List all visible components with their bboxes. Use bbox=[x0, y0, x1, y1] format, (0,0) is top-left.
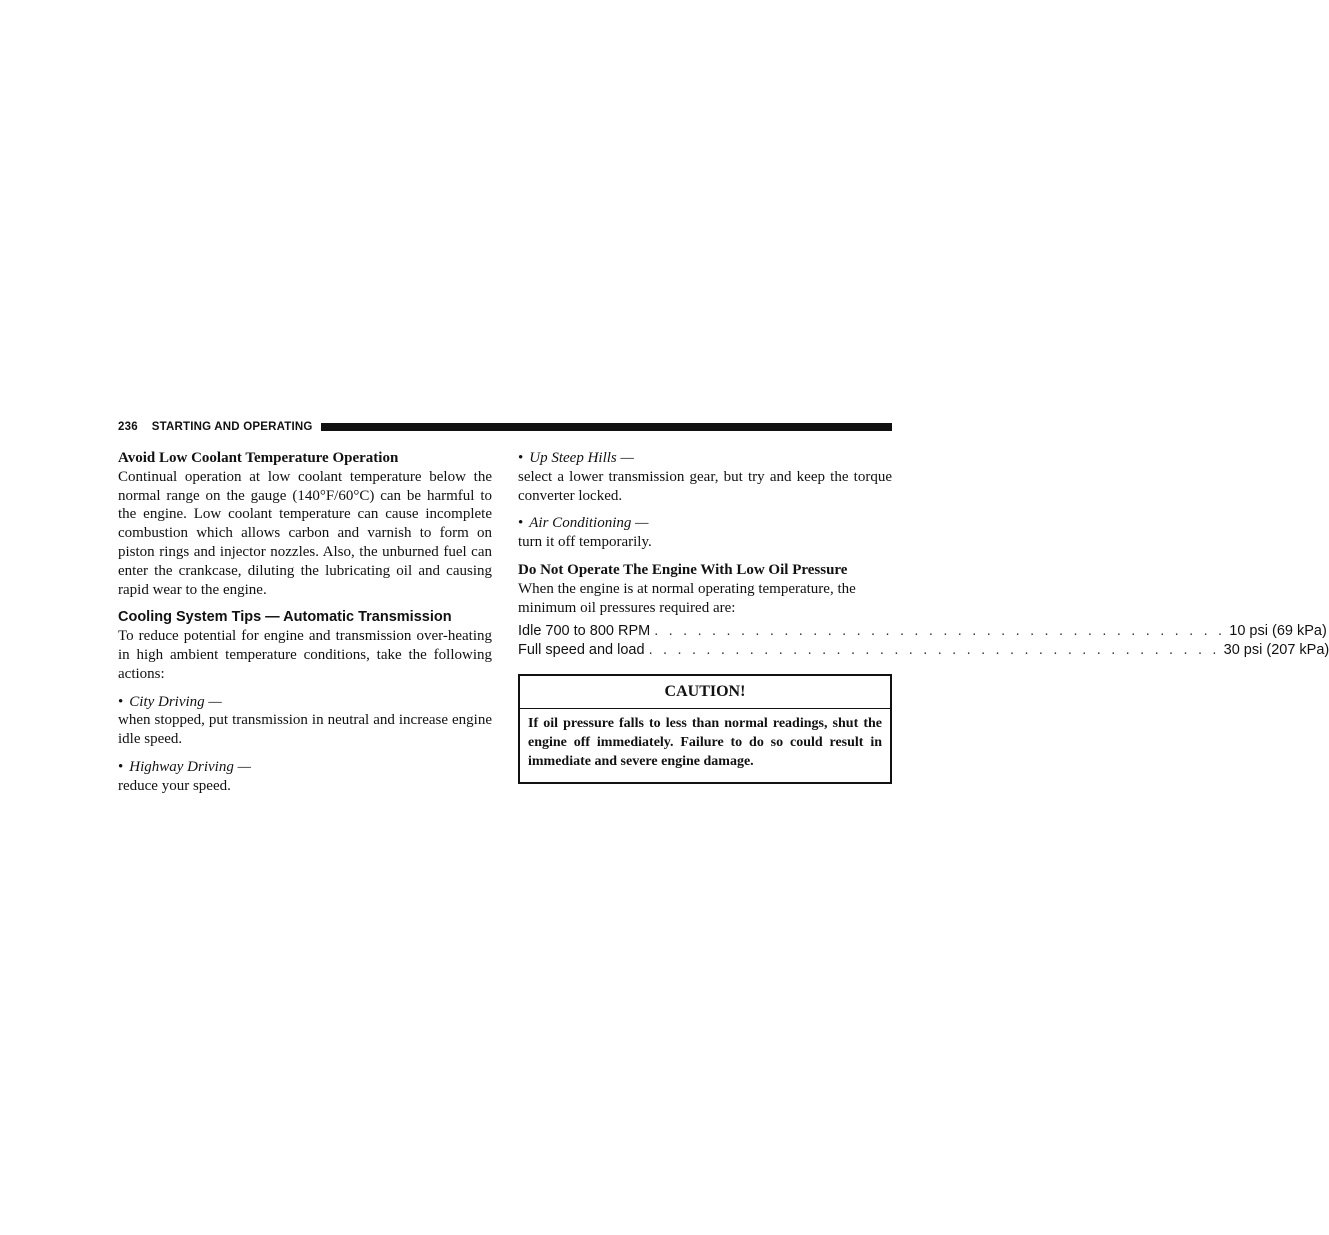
paragraph-cooling-tips: To reduce potential for engine and transmission over-heating in high ambient temperature conditions, take the following actions: bbox=[118, 628, 492, 682]
page-number: 236 bbox=[118, 421, 138, 433]
heading-cooling-tips: Cooling System Tips — Automatic Transmission bbox=[118, 609, 452, 626]
spec-label: Full speed and load bbox=[518, 642, 645, 659]
caution-box bbox=[518, 674, 892, 783]
leader-dots: . . . . . . . . . . . . . . . . . . . . . . . . . . . . . . . . . . . . . . . . bbox=[648, 642, 1220, 659]
bullet-title: Air Conditioning — bbox=[529, 515, 649, 532]
right-column bbox=[518, 449, 1329, 784]
bullet-text: reduce your speed. bbox=[118, 777, 231, 794]
caution-text: If oil pressure falls to less than normal readings, shut the engine off immediately. Failure to do so could result in immediate and severe engine damage. bbox=[528, 716, 882, 769]
bullet-title: Highway Driving — bbox=[129, 758, 251, 775]
spec-row-idle bbox=[518, 622, 1327, 641]
spec-value: 10 psi (69 kPa) bbox=[1229, 623, 1327, 640]
bullet-text: turn it off temporarily. bbox=[518, 534, 652, 551]
spec-row-full-speed bbox=[518, 641, 1329, 660]
running-header bbox=[118, 419, 892, 435]
header-rule bbox=[321, 423, 892, 431]
bullet-text: when stopped, put transmission in neutral and increase engine idle speed. bbox=[118, 712, 492, 748]
heading-low-coolant: Avoid Low Coolant Temperature Operation bbox=[118, 450, 399, 466]
bullet-highway-driving: • Highway Driving — bbox=[118, 758, 251, 775]
spec-value: 30 psi (207 kPa) bbox=[1223, 642, 1329, 659]
heading-low-oil-pressure: Do Not Operate The Engine With Low Oil Pressure bbox=[518, 561, 848, 578]
bullet-text: select a lower transmission gear, but try and keep the torque converter locked. bbox=[518, 468, 892, 504]
section-title: STARTING AND OPERATING bbox=[151, 421, 313, 433]
paragraph-low-coolant: Continual operation at low coolant temperature below the normal range on the gauge (140°F/60°C) can be harmful to the engine. Low coolant temperature can cause incomplete combustion which allows carbon and varnish to form on piston rings and injector nozzles. Also, the unburned fuel can enter the crankcase, diluting the lubricating oil and causing rapid wear to the engine. bbox=[118, 468, 492, 598]
leader-dots: . . . . . . . . . . . . . . . . . . . . . . . . . . . . . . . . . . . . . . . . bbox=[654, 623, 1226, 640]
left-column bbox=[118, 449, 492, 796]
bullet-air-conditioning: • Air Conditioning — bbox=[518, 515, 649, 532]
bullet-title: City Driving — bbox=[129, 693, 222, 710]
bullet-up-steep-hills: • Up Steep Hills — bbox=[518, 450, 634, 466]
bullet-title: Up Steep Hills — bbox=[529, 450, 634, 466]
caution-title: CAUTION! bbox=[520, 676, 890, 709]
spec-label: Idle 700 to 800 RPM bbox=[518, 623, 651, 640]
paragraph-oil-pressure: When the engine is at normal operating temperature, the minimum oil pressures required are: bbox=[518, 580, 856, 616]
bullet-city-driving: • City Driving — bbox=[118, 693, 222, 710]
